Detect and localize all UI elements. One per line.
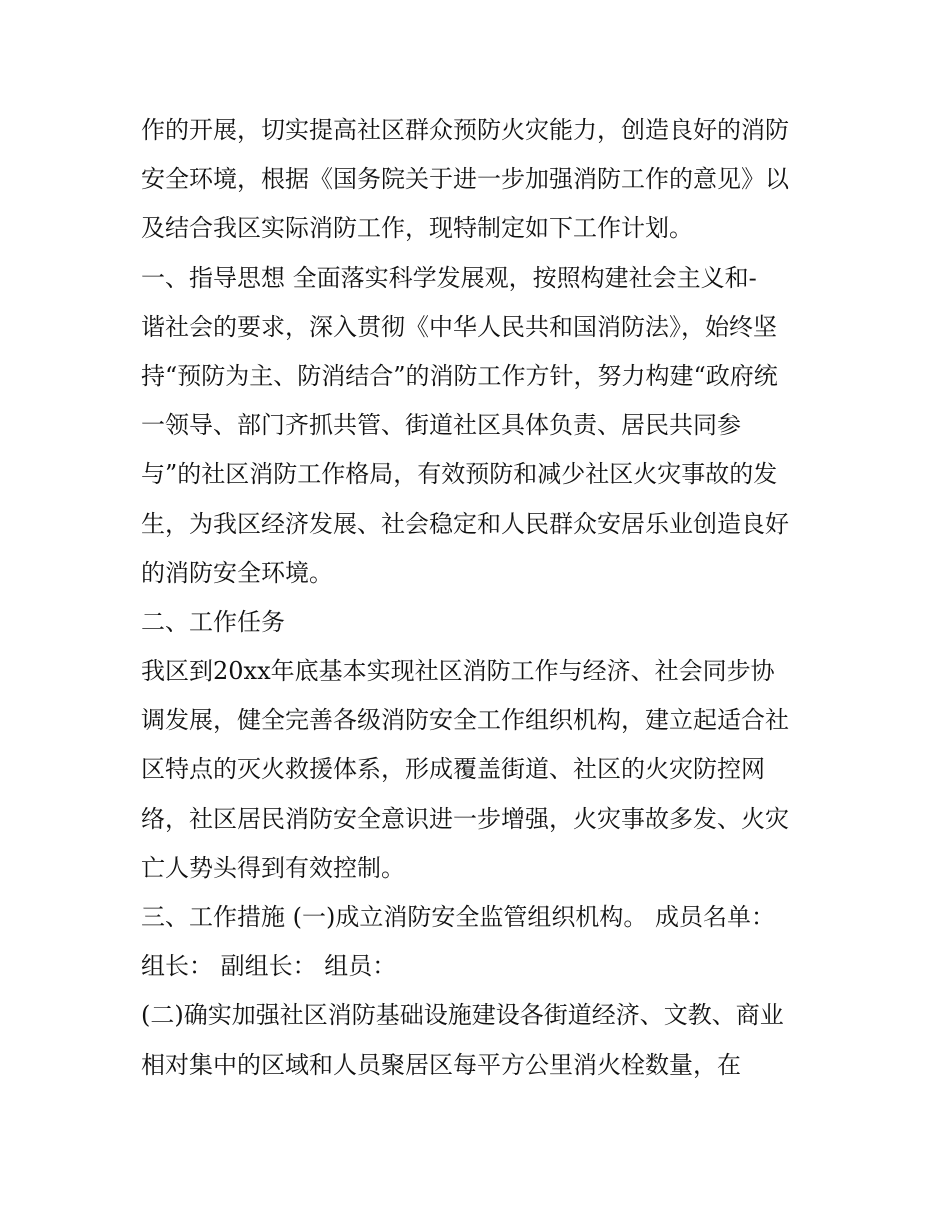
text-line: 与”的社区消防工作格局，有效预防和减少社区火灾事故的发 — [141, 460, 778, 489]
text-line: 作的开展，切实提高社区群众预防火灾能力，创造良好的消防 — [141, 116, 789, 144]
member-roles-line: 组长： 副组长： 组员： — [141, 952, 397, 981]
text-line: 调发展，健全完善各级消防安全工作组织机构，建立起适合社 — [141, 706, 789, 735]
text-line: 及结合我区实际消防工作，现特制定如下工作计划。 — [141, 214, 693, 243]
text-line: 相对集中的区域和人员聚居区每平方公里消火栓数量，在 — [141, 1050, 741, 1079]
text-line: 亡人势头得到有效控制。 — [141, 853, 405, 882]
text-line: 生，为我区经济发展、社会稳定和人民群众安居乐业创造良好 — [141, 509, 789, 538]
text-line: 络，社区居民消防安全意识进一步增强，火灾事故多发、火灾 — [141, 804, 789, 833]
text-line: 我区到20xx年底基本实现社区消防工作与经济、社会同步协 — [141, 657, 775, 686]
section-heading-guiding-ideology: 一、指导思想 全面落实科学发展观，按照构建社会主义和- — [141, 263, 757, 292]
text-line: 持“预防为主、防消结合”的消防工作方针，努力构建“政府统 — [141, 361, 778, 390]
text-line: 一领导、部门齐抓共管、街道社区具体负责、居民共同参 — [141, 411, 741, 440]
section-heading-work-tasks: 二、工作任务 — [141, 607, 285, 636]
text-line: 安全环境，根据《国务院关于进一步加强消防工作的意见》以 — [141, 165, 789, 194]
text-line: 谐社会的要求，深入贯彻《中华人民共和国消防法》，始终坚 — [141, 312, 777, 341]
text-line: 的消防安全环境。 — [141, 558, 333, 587]
section-heading-work-measures: 三、工作措施 (一)成立消防安全监管组织机构。 成员名单： — [141, 903, 775, 931]
text-line: (二)确实加强社区消防基础设施建设各街道经济、文教、商业 — [141, 1001, 784, 1030]
text-line: 区特点的灭火救援体系，形成覆盖街道、社区的火灾防控网 — [141, 755, 765, 784]
document-body — [141, 106, 821, 1090]
